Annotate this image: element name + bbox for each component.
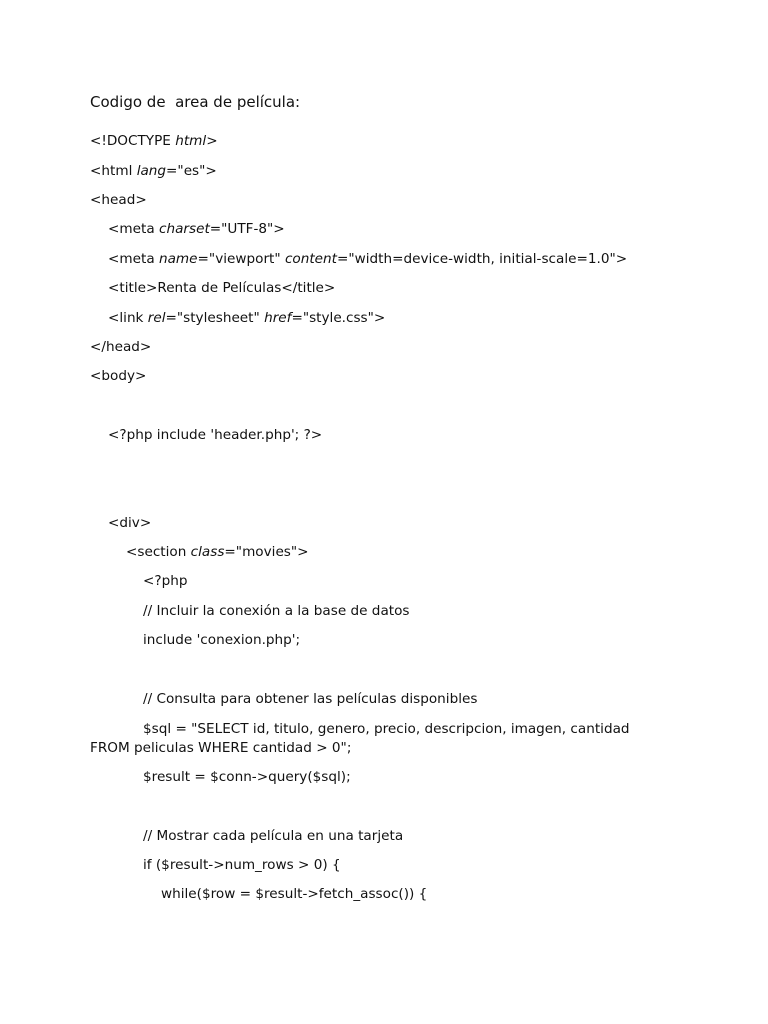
code-line-meta-viewport <box>108 250 627 269</box>
code-attr: class <box>190 544 225 560</box>
code-text: ="UTF-8"> <box>209 221 285 237</box>
code-text: ="width=device-width, initial-scale=1.0"> <box>336 251 628 267</box>
code-text: <!DOCTYPE <box>90 133 176 149</box>
code-line-div-open: <div> <box>108 515 152 531</box>
code-text: > <box>206 133 218 149</box>
code-line-include-conexion: include 'conexion.php'; <box>143 632 301 648</box>
code-line-body-open: <body> <box>90 368 147 384</box>
code-line-sql-part1: $sql = "SELECT id, titulo, genero, precio, descripcion, imagen, cantidad <box>143 721 630 737</box>
code-line-link <box>108 309 385 328</box>
code-attr: content <box>284 251 337 267</box>
code-line-sql-part2: FROM peliculas WHERE cantidad > 0"; <box>90 740 352 756</box>
code-line-comment-cards: // Mostrar cada película en una tarjeta <box>143 828 404 844</box>
code-attr: html <box>175 133 207 149</box>
code-line-head-open: <head> <box>90 192 147 208</box>
code-attr: name <box>158 251 198 267</box>
code-line-result-query: $result = $conn->query($sql); <box>143 769 351 785</box>
code-text: <meta <box>108 251 159 267</box>
code-line-php-open: <?php <box>143 573 188 589</box>
code-line-html <box>90 162 217 181</box>
code-attr: rel <box>147 310 166 326</box>
code-text: ="movies"> <box>224 544 309 560</box>
code-line-while-fetch: while($row = $result->fetch_assoc()) { <box>161 886 428 902</box>
code-text: <section <box>126 544 191 560</box>
code-line-section-open <box>126 543 309 562</box>
code-line-head-close: </head> <box>90 339 152 355</box>
code-attr: charset <box>158 221 210 237</box>
code-text: <link <box>108 310 148 326</box>
code-line-comment-connection: // Incluir la conexión a la base de datos <box>143 603 410 619</box>
code-text: ="viewport" <box>197 251 285 267</box>
code-text: ="style.css"> <box>291 310 386 326</box>
code-line-title: <title>Renta de Películas</title> <box>108 280 336 296</box>
page-title: Codigo de area de película: <box>90 93 301 111</box>
code-text: <html <box>90 163 137 179</box>
code-attr: lang <box>136 163 167 179</box>
code-text: ="es"> <box>166 163 217 179</box>
code-attr: href <box>264 310 292 326</box>
code-line-doctype <box>90 132 218 151</box>
code-line-php-include-header: <?php include 'header.php'; ?> <box>108 427 323 443</box>
code-text: ="stylesheet" <box>165 310 265 326</box>
code-line-comment-query: // Consulta para obtener las películas disponibles <box>143 691 478 707</box>
code-line-meta-charset <box>108 220 285 239</box>
code-line-if-rows: if ($result->num_rows > 0) { <box>143 857 341 873</box>
code-text: <meta <box>108 221 159 237</box>
